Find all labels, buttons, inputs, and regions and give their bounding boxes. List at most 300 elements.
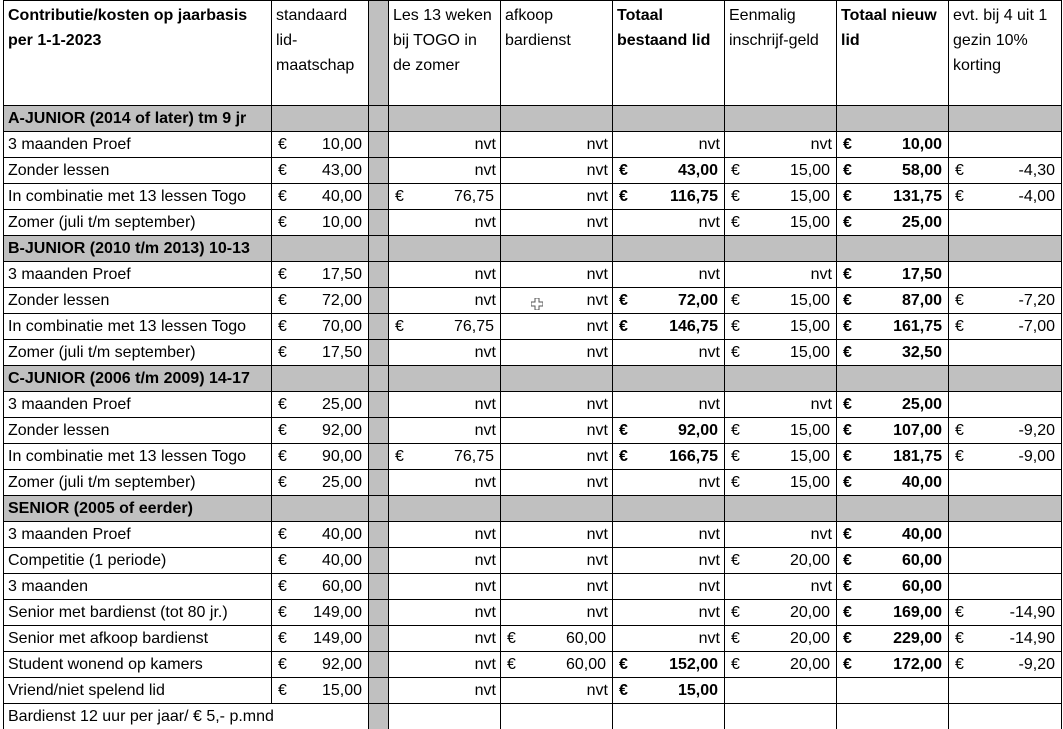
togo-lessons-cell[interactable] bbox=[389, 444, 501, 470]
totaal-bestaand-cell[interactable] bbox=[613, 678, 725, 704]
amount: 15,00 bbox=[790, 186, 832, 208]
euro-symbol: € bbox=[276, 394, 287, 416]
totaal-bestaand-cell[interactable] bbox=[613, 288, 725, 314]
amount: 10,00 bbox=[902, 134, 944, 156]
afkoop-bardienst-cell[interactable]: nvt bbox=[501, 262, 613, 288]
contribution-table bbox=[3, 0, 1062, 729]
currency-value bbox=[841, 524, 944, 546]
korting-cell[interactable] bbox=[949, 132, 1062, 158]
totaal-nieuw-cell[interactable] bbox=[837, 548, 949, 574]
section-cell[interactable] bbox=[837, 366, 949, 392]
afkoop-bardienst-cell[interactable]: nvt bbox=[501, 444, 613, 470]
row-label[interactable]: Zonder lessen bbox=[4, 288, 272, 314]
korting-cell[interactable] bbox=[949, 600, 1062, 626]
gap-column[interactable] bbox=[369, 184, 389, 210]
row-label[interactable]: Zomer (juli t/m september) bbox=[4, 470, 272, 496]
gap-column[interactable] bbox=[369, 626, 389, 652]
togo-lessons-cell[interactable]: nvt bbox=[389, 210, 501, 236]
euro-symbol: € bbox=[276, 316, 287, 338]
totaal-bestaand-cell[interactable]: nvt bbox=[613, 574, 725, 600]
totaal-bestaand-cell[interactable]: nvt bbox=[613, 262, 725, 288]
totaal-nieuw-cell[interactable] bbox=[837, 132, 949, 158]
togo-lessons-cell[interactable]: nvt bbox=[389, 288, 501, 314]
currency-value bbox=[729, 160, 832, 182]
currency-value bbox=[729, 446, 832, 468]
euro-symbol: € bbox=[841, 524, 852, 546]
amount: 20,00 bbox=[790, 602, 832, 624]
standaard-cell[interactable] bbox=[272, 470, 369, 496]
afkoop-bardienst-cell[interactable]: nvt bbox=[501, 210, 613, 236]
section-cell[interactable] bbox=[613, 236, 725, 262]
amount: 149,00 bbox=[313, 602, 364, 624]
gap-column[interactable] bbox=[369, 470, 389, 496]
amount: 25,00 bbox=[902, 394, 944, 416]
amount: 17,50 bbox=[322, 264, 364, 286]
gap-column[interactable] bbox=[369, 392, 389, 418]
totaal-bestaand-cell[interactable] bbox=[613, 158, 725, 184]
row-label[interactable]: In combinatie met 13 lessen Togo bbox=[4, 314, 272, 340]
korting-cell[interactable] bbox=[949, 210, 1062, 236]
section-cell[interactable] bbox=[725, 366, 837, 392]
togo-lessons-cell[interactable]: nvt bbox=[389, 262, 501, 288]
totaal-nieuw-cell[interactable] bbox=[837, 184, 949, 210]
amount: 116,75 bbox=[670, 186, 720, 208]
korting-cell[interactable] bbox=[949, 678, 1062, 704]
footer-note[interactable]: Bardienst 12 uur per jaar/ € 5,- p.mnd bbox=[4, 704, 369, 729]
afkoop-bardienst-cell[interactable] bbox=[501, 652, 613, 678]
row-label[interactable]: 3 maanden Proef bbox=[4, 262, 272, 288]
section-cell[interactable] bbox=[837, 236, 949, 262]
afkoop-bardienst-cell[interactable]: nvt bbox=[501, 158, 613, 184]
header-cell[interactable]: Contributie/kosten op jaarbasis per 1-1-2023 bbox=[4, 1, 272, 106]
currency-value bbox=[617, 316, 720, 338]
inschrijfgeld-cell[interactable] bbox=[725, 314, 837, 340]
inschrijfgeld-cell[interactable] bbox=[725, 626, 837, 652]
gap-column[interactable] bbox=[369, 288, 389, 314]
totaal-nieuw-cell[interactable] bbox=[837, 522, 949, 548]
totaal-nieuw-cell[interactable] bbox=[837, 314, 949, 340]
section-label[interactable]: A-JUNIOR (2014 of later) tm 9 jr bbox=[4, 106, 272, 132]
row-label[interactable]: 3 maanden Proef bbox=[4, 132, 272, 158]
row-label[interactable]: Student wonend op kamers bbox=[4, 652, 272, 678]
korting-cell[interactable] bbox=[949, 262, 1062, 288]
header-cell[interactable]: standaard lid-maatschap bbox=[272, 1, 369, 106]
korting-cell[interactable] bbox=[949, 418, 1062, 444]
header-row bbox=[4, 1, 1062, 106]
euro-symbol: € bbox=[729, 290, 740, 312]
amount: 181,75 bbox=[893, 446, 944, 468]
standaard-cell[interactable] bbox=[272, 210, 369, 236]
amount: 15,00 bbox=[790, 316, 832, 338]
togo-lessons-cell[interactable]: nvt bbox=[389, 522, 501, 548]
korting-cell[interactable] bbox=[949, 444, 1062, 470]
gap-column[interactable] bbox=[369, 574, 389, 600]
totaal-bestaand-cell[interactable]: nvt bbox=[613, 210, 725, 236]
afkoop-bardienst-cell[interactable]: nvt bbox=[501, 522, 613, 548]
currency-value bbox=[841, 550, 944, 572]
section-cell[interactable] bbox=[369, 106, 389, 132]
section-cell[interactable] bbox=[613, 366, 725, 392]
standaard-cell[interactable] bbox=[272, 340, 369, 366]
amount: -9,20 bbox=[1019, 420, 1057, 442]
standaard-cell[interactable] bbox=[272, 158, 369, 184]
totaal-bestaand-cell[interactable]: nvt bbox=[613, 548, 725, 574]
gap-column[interactable] bbox=[369, 522, 389, 548]
empty-cell[interactable] bbox=[949, 704, 1062, 729]
amount: 172,00 bbox=[893, 654, 944, 676]
row-label[interactable]: In combinatie met 13 lessen Togo bbox=[4, 184, 272, 210]
section-cell[interactable] bbox=[272, 236, 369, 262]
header-cell[interactable]: evt. bij 4 uit 1 gezin 10% korting bbox=[949, 1, 1062, 106]
togo-lessons-cell[interactable]: nvt bbox=[389, 132, 501, 158]
currency-value bbox=[276, 628, 364, 650]
totaal-nieuw-cell[interactable] bbox=[837, 262, 949, 288]
table-row bbox=[4, 600, 1062, 626]
row-label[interactable]: Zonder lessen bbox=[4, 418, 272, 444]
row-label[interactable]: Vriend/niet spelend lid bbox=[4, 678, 272, 704]
section-label[interactable]: C-JUNIOR (2006 t/m 2009) 14-17 bbox=[4, 366, 272, 392]
inschrijfgeld-cell[interactable] bbox=[725, 418, 837, 444]
togo-lessons-cell[interactable]: nvt bbox=[389, 600, 501, 626]
header-cell[interactable]: Eenmalig inschrijf-geld bbox=[725, 1, 837, 106]
afkoop-bardienst-cell[interactable]: nvt bbox=[501, 314, 613, 340]
euro-symbol: € bbox=[729, 186, 740, 208]
togo-lessons-cell[interactable]: nvt bbox=[389, 340, 501, 366]
afkoop-bardienst-cell[interactable]: nvt bbox=[501, 470, 613, 496]
korting-cell[interactable] bbox=[949, 184, 1062, 210]
totaal-bestaand-cell[interactable]: nvt bbox=[613, 470, 725, 496]
section-cell[interactable] bbox=[389, 496, 501, 522]
gap-column[interactable] bbox=[369, 132, 389, 158]
afkoop-bardienst-cell[interactable]: nvt bbox=[501, 418, 613, 444]
inschrijfgeld-cell[interactable] bbox=[725, 548, 837, 574]
section-cell[interactable] bbox=[501, 366, 613, 392]
amount: 25,00 bbox=[902, 212, 944, 234]
standaard-cell[interactable] bbox=[272, 522, 369, 548]
totaal-nieuw-cell[interactable] bbox=[837, 210, 949, 236]
afkoop-bardienst-cell[interactable] bbox=[501, 626, 613, 652]
standaard-cell[interactable] bbox=[272, 444, 369, 470]
korting-cell[interactable] bbox=[949, 340, 1062, 366]
totaal-nieuw-cell[interactable] bbox=[837, 626, 949, 652]
section-cell[interactable] bbox=[949, 236, 1062, 262]
row-label[interactable]: Senior met bardienst (tot 80 jr.) bbox=[4, 600, 272, 626]
inschrijfgeld-cell[interactable]: nvt bbox=[725, 392, 837, 418]
euro-symbol: € bbox=[617, 186, 628, 208]
section-cell[interactable] bbox=[369, 236, 389, 262]
amount: 40,00 bbox=[322, 186, 364, 208]
totaal-nieuw-cell[interactable] bbox=[837, 418, 949, 444]
table-row bbox=[4, 678, 1062, 704]
totaal-bestaand-cell[interactable]: nvt bbox=[613, 600, 725, 626]
section-cell[interactable] bbox=[389, 236, 501, 262]
standaard-cell[interactable] bbox=[272, 184, 369, 210]
amount: 15,00 bbox=[322, 680, 364, 702]
afkoop-bardienst-cell[interactable]: nvt bbox=[501, 392, 613, 418]
currency-value bbox=[841, 264, 944, 286]
section-cell[interactable] bbox=[501, 236, 613, 262]
togo-lessons-cell[interactable]: nvt bbox=[389, 158, 501, 184]
totaal-bestaand-cell[interactable]: nvt bbox=[613, 626, 725, 652]
inschrijfgeld-cell[interactable] bbox=[725, 184, 837, 210]
header-cell[interactable]: afkoop bardienst bbox=[501, 1, 613, 106]
amount: 43,00 bbox=[678, 160, 720, 182]
standaard-cell[interactable] bbox=[272, 600, 369, 626]
gap-column[interactable] bbox=[369, 158, 389, 184]
currency-value bbox=[841, 576, 944, 598]
euro-symbol: € bbox=[729, 446, 740, 468]
section-label[interactable]: B-JUNIOR (2010 t/m 2013) 10-13 bbox=[4, 236, 272, 262]
inschrijfgeld-cell[interactable]: nvt bbox=[725, 522, 837, 548]
currency-value bbox=[841, 420, 944, 442]
currency-value bbox=[953, 420, 1057, 442]
afkoop-bardienst-cell[interactable]: nvt bbox=[501, 548, 613, 574]
section-cell[interactable] bbox=[725, 236, 837, 262]
amount: 40,00 bbox=[902, 472, 944, 494]
inschrijfgeld-cell[interactable]: nvt bbox=[725, 262, 837, 288]
amount: 15,00 bbox=[790, 290, 832, 312]
togo-lessons-cell[interactable]: nvt bbox=[389, 418, 501, 444]
section-cell[interactable] bbox=[389, 106, 501, 132]
afkoop-bardienst-cell[interactable]: nvt bbox=[501, 678, 613, 704]
gap-column[interactable] bbox=[369, 262, 389, 288]
togo-lessons-cell[interactable]: nvt bbox=[389, 652, 501, 678]
gap-column[interactable] bbox=[369, 444, 389, 470]
euro-symbol: € bbox=[841, 472, 852, 494]
inschrijfgeld-cell[interactable] bbox=[725, 158, 837, 184]
standaard-cell[interactable] bbox=[272, 626, 369, 652]
standaard-cell[interactable] bbox=[272, 392, 369, 418]
header-cell[interactable]: Les 13 weken bij TOGO in de zomer bbox=[389, 1, 501, 106]
row-label[interactable]: Zonder lessen bbox=[4, 158, 272, 184]
euro-symbol: € bbox=[276, 134, 287, 156]
section-cell[interactable] bbox=[369, 496, 389, 522]
euro-symbol: € bbox=[729, 342, 740, 364]
inschrijfgeld-cell[interactable] bbox=[725, 210, 837, 236]
standaard-cell[interactable] bbox=[272, 418, 369, 444]
section-cell[interactable] bbox=[949, 106, 1062, 132]
row-label[interactable]: Zomer (juli t/m september) bbox=[4, 210, 272, 236]
currency-value bbox=[729, 550, 832, 572]
table-row bbox=[4, 652, 1062, 678]
totaal-nieuw-cell[interactable] bbox=[837, 600, 949, 626]
section-cell[interactable] bbox=[725, 496, 837, 522]
gap-column[interactable] bbox=[369, 704, 389, 729]
korting-cell[interactable] bbox=[949, 574, 1062, 600]
section-cell[interactable] bbox=[837, 496, 949, 522]
empty-cell[interactable] bbox=[725, 704, 837, 729]
totaal-nieuw-cell[interactable] bbox=[837, 392, 949, 418]
currency-value bbox=[841, 316, 944, 338]
amount: 20,00 bbox=[790, 550, 832, 572]
korting-cell[interactable] bbox=[949, 288, 1062, 314]
afkoop-bardienst-cell[interactable]: nvt bbox=[501, 288, 613, 314]
totaal-bestaand-cell[interactable]: nvt bbox=[613, 392, 725, 418]
korting-cell[interactable] bbox=[949, 158, 1062, 184]
row-label[interactable]: 3 maanden Proef bbox=[4, 392, 272, 418]
currency-value bbox=[276, 680, 364, 702]
amount: 60,00 bbox=[322, 576, 364, 598]
korting-cell[interactable] bbox=[949, 652, 1062, 678]
totaal-bestaand-cell[interactable]: nvt bbox=[613, 132, 725, 158]
inschrijfgeld-cell[interactable]: nvt bbox=[725, 132, 837, 158]
totaal-nieuw-cell[interactable] bbox=[837, 340, 949, 366]
korting-cell[interactable] bbox=[949, 470, 1062, 496]
korting-cell[interactable] bbox=[949, 392, 1062, 418]
section-cell[interactable] bbox=[613, 106, 725, 132]
totaal-bestaand-cell[interactable] bbox=[613, 444, 725, 470]
totaal-bestaand-cell[interactable] bbox=[613, 418, 725, 444]
currency-value bbox=[841, 602, 944, 624]
currency-value bbox=[729, 342, 832, 364]
standaard-cell[interactable] bbox=[272, 314, 369, 340]
section-label[interactable]: SENIOR (2005 of eerder) bbox=[4, 496, 272, 522]
currency-value bbox=[276, 550, 364, 572]
section-cell[interactable] bbox=[949, 496, 1062, 522]
afkoop-bardienst-cell[interactable]: nvt bbox=[501, 132, 613, 158]
inschrijfgeld-cell[interactable] bbox=[725, 470, 837, 496]
inschrijfgeld-cell[interactable] bbox=[725, 288, 837, 314]
currency-value bbox=[729, 420, 832, 442]
euro-symbol: € bbox=[617, 420, 628, 442]
euro-symbol: € bbox=[841, 342, 852, 364]
korting-cell[interactable] bbox=[949, 314, 1062, 340]
currency-value bbox=[393, 316, 496, 338]
afkoop-bardienst-cell[interactable]: nvt bbox=[501, 184, 613, 210]
totaal-nieuw-cell[interactable] bbox=[837, 678, 949, 704]
korting-cell[interactable] bbox=[949, 626, 1062, 652]
section-cell[interactable] bbox=[272, 496, 369, 522]
section-cell[interactable] bbox=[369, 366, 389, 392]
standaard-cell[interactable] bbox=[272, 678, 369, 704]
row-label[interactable]: 3 maanden Proef bbox=[4, 522, 272, 548]
korting-cell[interactable] bbox=[949, 548, 1062, 574]
togo-lessons-cell[interactable] bbox=[389, 184, 501, 210]
section-cell[interactable] bbox=[501, 106, 613, 132]
standaard-cell[interactable] bbox=[272, 652, 369, 678]
totaal-bestaand-cell[interactable] bbox=[613, 314, 725, 340]
gap-column[interactable] bbox=[369, 678, 389, 704]
totaal-bestaand-cell[interactable] bbox=[613, 652, 725, 678]
row-label[interactable]: 3 maanden bbox=[4, 574, 272, 600]
totaal-nieuw-cell[interactable] bbox=[837, 444, 949, 470]
section-row bbox=[4, 236, 1062, 262]
section-cell[interactable] bbox=[272, 366, 369, 392]
euro-symbol: € bbox=[276, 186, 287, 208]
currency-value bbox=[729, 628, 832, 650]
totaal-nieuw-cell[interactable] bbox=[837, 470, 949, 496]
togo-lessons-cell[interactable]: nvt bbox=[389, 574, 501, 600]
inschrijfgeld-cell[interactable] bbox=[725, 652, 837, 678]
togo-lessons-cell[interactable]: nvt bbox=[389, 626, 501, 652]
section-cell[interactable] bbox=[272, 106, 369, 132]
euro-symbol: € bbox=[953, 290, 964, 312]
gap-column[interactable] bbox=[369, 340, 389, 366]
table-row bbox=[4, 548, 1062, 574]
totaal-bestaand-cell[interactable]: nvt bbox=[613, 340, 725, 366]
amount: -7,00 bbox=[1019, 316, 1057, 338]
euro-symbol: € bbox=[953, 420, 964, 442]
header-cell[interactable]: Totaal nieuw lid bbox=[837, 1, 949, 106]
euro-symbol: € bbox=[841, 550, 852, 572]
standaard-cell[interactable] bbox=[272, 262, 369, 288]
row-label[interactable]: Competitie (1 periode) bbox=[4, 548, 272, 574]
amount: 40,00 bbox=[902, 524, 944, 546]
afkoop-bardienst-cell[interactable]: nvt bbox=[501, 600, 613, 626]
table-row bbox=[4, 626, 1062, 652]
afkoop-bardienst-cell[interactable]: nvt bbox=[501, 574, 613, 600]
totaal-bestaand-cell[interactable] bbox=[613, 184, 725, 210]
section-cell[interactable] bbox=[613, 496, 725, 522]
afkoop-bardienst-cell[interactable]: nvt bbox=[501, 340, 613, 366]
amount: 169,00 bbox=[893, 602, 944, 624]
standaard-cell[interactable] bbox=[272, 548, 369, 574]
euro-symbol: € bbox=[729, 160, 740, 182]
inschrijfgeld-cell[interactable]: nvt bbox=[725, 574, 837, 600]
section-cell[interactable] bbox=[501, 496, 613, 522]
section-cell[interactable] bbox=[389, 366, 501, 392]
totaal-nieuw-cell[interactable] bbox=[837, 158, 949, 184]
currency-value bbox=[393, 446, 496, 468]
korting-cell[interactable] bbox=[949, 522, 1062, 548]
amount: 92,00 bbox=[322, 420, 364, 442]
section-cell[interactable] bbox=[837, 106, 949, 132]
gap-column[interactable] bbox=[369, 548, 389, 574]
amount: 15,00 bbox=[790, 472, 832, 494]
inschrijfgeld-cell[interactable] bbox=[725, 340, 837, 366]
gap-column[interactable] bbox=[369, 314, 389, 340]
standaard-cell[interactable] bbox=[272, 574, 369, 600]
standaard-cell[interactable] bbox=[272, 288, 369, 314]
togo-lessons-cell[interactable]: nvt bbox=[389, 392, 501, 418]
amount: 161,75 bbox=[893, 316, 944, 338]
gap-column[interactable] bbox=[369, 210, 389, 236]
row-label[interactable]: In combinatie met 13 lessen Togo bbox=[4, 444, 272, 470]
empty-cell[interactable] bbox=[389, 704, 501, 729]
gap-column[interactable] bbox=[369, 1, 389, 106]
totaal-nieuw-cell[interactable] bbox=[837, 652, 949, 678]
currency-value bbox=[953, 628, 1057, 650]
totaal-bestaand-cell[interactable]: nvt bbox=[613, 522, 725, 548]
togo-lessons-cell[interactable]: nvt bbox=[389, 470, 501, 496]
gap-column[interactable] bbox=[369, 652, 389, 678]
amount: 166,75 bbox=[669, 446, 720, 468]
currency-value bbox=[953, 446, 1057, 468]
amount: -14,90 bbox=[1010, 628, 1057, 650]
currency-value bbox=[505, 654, 608, 676]
inschrijfgeld-cell[interactable] bbox=[725, 444, 837, 470]
togo-lessons-cell[interactable] bbox=[389, 314, 501, 340]
gap-column[interactable] bbox=[369, 418, 389, 444]
gap-column[interactable] bbox=[369, 600, 389, 626]
inschrijfgeld-cell[interactable] bbox=[725, 600, 837, 626]
totaal-nieuw-cell[interactable] bbox=[837, 288, 949, 314]
togo-lessons-cell[interactable]: nvt bbox=[389, 678, 501, 704]
standaard-cell[interactable] bbox=[272, 132, 369, 158]
empty-cell[interactable] bbox=[837, 704, 949, 729]
empty-cell[interactable] bbox=[613, 704, 725, 729]
header-cell[interactable]: Totaal bestaand lid bbox=[613, 1, 725, 106]
totaal-nieuw-cell[interactable] bbox=[837, 574, 949, 600]
empty-cell[interactable] bbox=[501, 704, 613, 729]
togo-lessons-cell[interactable]: nvt bbox=[389, 548, 501, 574]
row-label[interactable]: Senior met afkoop bardienst bbox=[4, 626, 272, 652]
inschrijfgeld-cell[interactable] bbox=[725, 678, 837, 704]
section-cell[interactable] bbox=[725, 106, 837, 132]
amount: 15,00 bbox=[790, 420, 832, 442]
row-label[interactable]: Zomer (juli t/m september) bbox=[4, 340, 272, 366]
section-cell[interactable] bbox=[949, 366, 1062, 392]
